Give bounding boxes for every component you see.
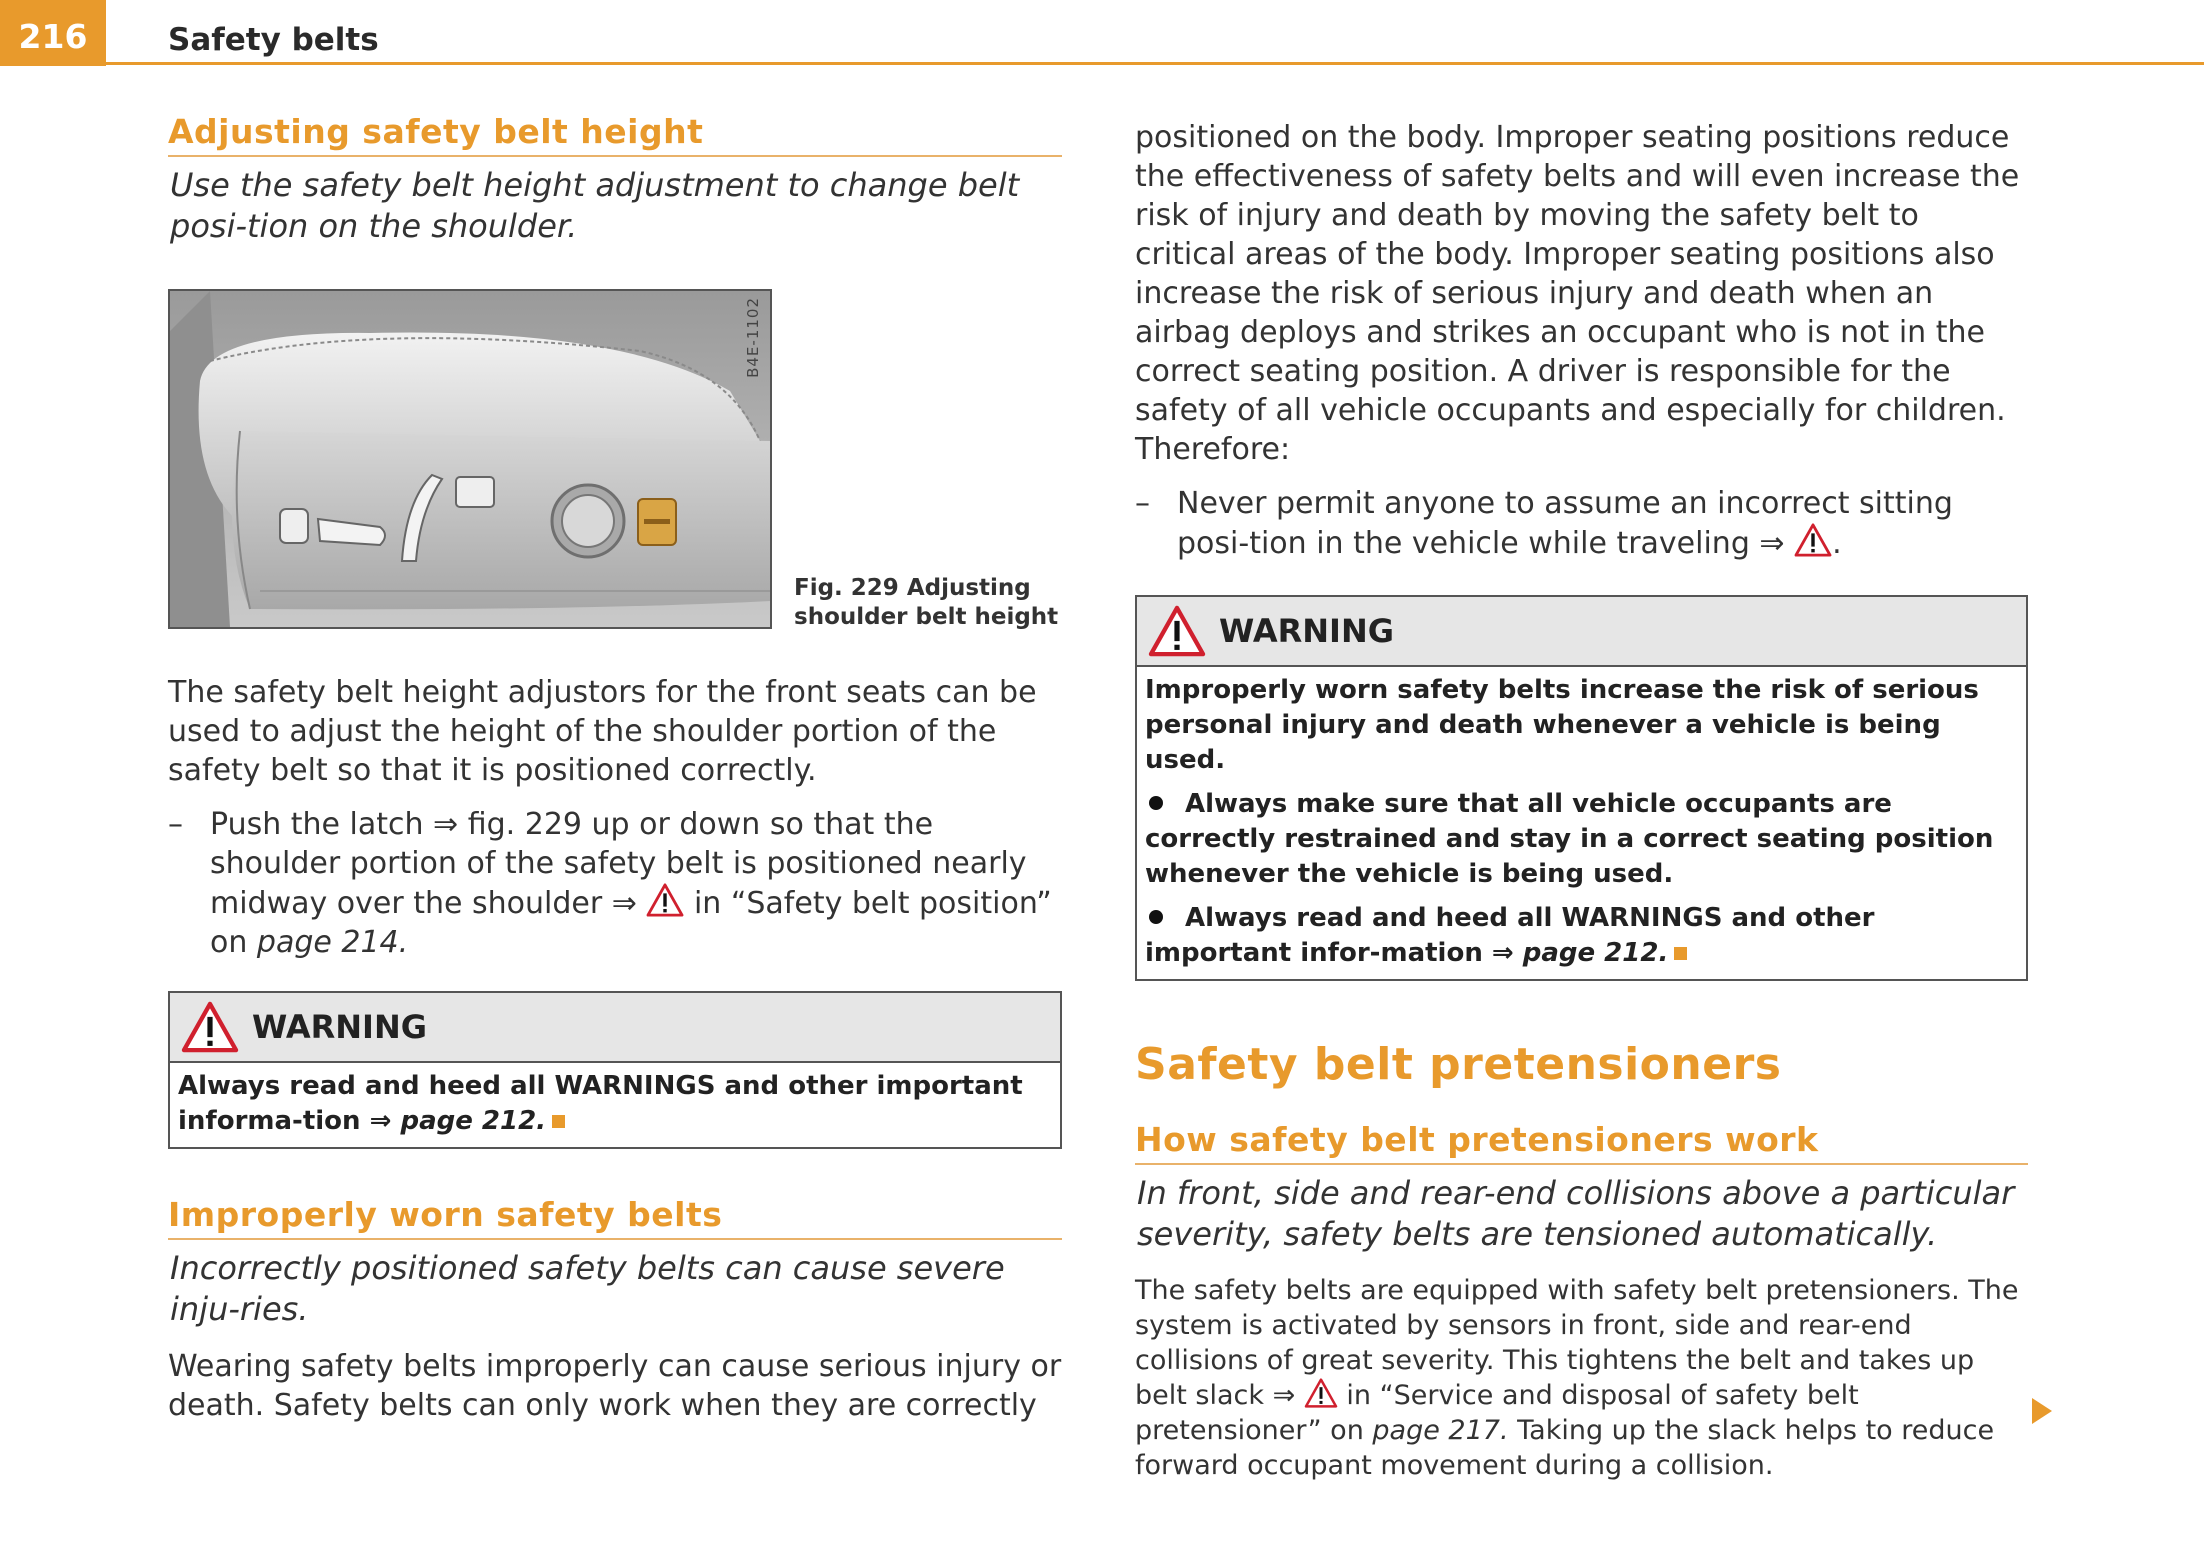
instruction-text-b: in “Safety belt position” on bbox=[210, 886, 1052, 960]
page-header bbox=[0, 0, 2204, 66]
warning-triangle-icon bbox=[1794, 523, 1832, 557]
pretensioner-body: The safety belts are equipped with safety belt pretensioners. The system is activated by sensors in front, side and rear-end collisions of great severity. This tightens the belt and takes up belt slack ⇒ in “Service and disposal of safety belt pretensioner” on page 217. Taking up the slack helps to reduce forward occupant movement during a collision. bbox=[1135, 1275, 2019, 1481]
warning-title: WARNING bbox=[252, 1008, 427, 1046]
page-reference-212[interactable]: page 212. bbox=[1522, 938, 1669, 968]
warning-body bbox=[170, 1063, 1060, 1147]
end-marker bbox=[1674, 947, 1687, 960]
subsection-lead-how-work: In front, side and rear-end collisions above a particular severity, safety belts are tensioned automatically. bbox=[1137, 1174, 2015, 1253]
instruction-text-a: Push the latch ⇒ fig. 229 up or down so that the shoulder portion of the safety belt is positioned nearly midway over the shoulder ⇒ bbox=[210, 807, 1027, 921]
bullet-dot bbox=[1149, 796, 1163, 810]
seat-illustration bbox=[168, 289, 772, 629]
figure-caption-line-2: shoulder belt height bbox=[794, 604, 1059, 630]
warning-triangle-icon bbox=[646, 883, 684, 917]
sitting-instruction: – Never permit anyone to assume an incorrect sitting posi-tion in the vehicle while traveling ⇒ . bbox=[1135, 486, 1953, 561]
chapter-title: Safety belts bbox=[168, 22, 379, 58]
section-heading-improperly: Improperly worn safety belts bbox=[168, 1195, 1062, 1240]
continued-body: positioned on the body. Improper seating positions reduce the effectiveness of safety belts and will even increase the risk of injury and death by moving the safety belt to critical areas of the body. Improper seating positions also increase the risk of serious injury and death when an airbag deploys and strikes an occupant who is not in the correct seating position. A driver is responsible for the safety of all vehicle occupants and especially for children. Therefore: bbox=[1135, 120, 2020, 467]
adjusting-instruction: – Push the latch ⇒ fig. 229 up or down so that the shoulder portion of the safety belt is positioned nearly midway over the shoulder ⇒ in “Safety belt position” on page 214. bbox=[168, 807, 1052, 960]
warning-bullet-2: Always read and heed all WARNINGS and other important infor-mation ⇒ page 212. bbox=[1145, 903, 1875, 968]
left-column bbox=[168, 112, 1062, 1425]
warning-triangle-icon bbox=[1147, 605, 1207, 657]
page-reference-212[interactable]: page 212. bbox=[400, 1106, 547, 1136]
warning-intro: Improperly worn safety belts increase the risk of serious personal injury and death whenever a vehicle is being used. bbox=[1145, 675, 1979, 775]
bullet-dot bbox=[1149, 910, 1163, 924]
warning-header bbox=[1137, 597, 2026, 667]
warning-header bbox=[170, 993, 1060, 1063]
figure-caption-line-1: Fig. 229 Adjusting bbox=[794, 575, 1031, 601]
warning-triangle-icon bbox=[1304, 1378, 1338, 1408]
figure-229 bbox=[168, 289, 1062, 633]
section-lead-adjusting: Use the safety belt height adjustment to change belt posi-tion on the shoulder. bbox=[170, 166, 1020, 245]
section-lead-improperly: Incorrectly positioned safety belts can cause severe inju-ries. bbox=[170, 1249, 1005, 1328]
seat-adjuster-drawing bbox=[170, 291, 770, 627]
warning-box-2 bbox=[1135, 595, 2028, 981]
adjusting-body: The safety belt height adjustors for the front seats can be used to adjust the height of the shoulder portion of the safety belt so that it is positioned correctly. bbox=[168, 675, 1037, 788]
warning-title: WARNING bbox=[1219, 612, 1394, 650]
improperly-body: Wearing safety belts improperly can cause serious injury or death. Safety belts can only work when they are correctly bbox=[168, 1349, 1062, 1423]
right-column bbox=[1135, 112, 2028, 1483]
header-rule bbox=[106, 62, 2204, 65]
page-reference-214[interactable]: page 214. bbox=[256, 925, 409, 960]
warning-triangle-icon bbox=[180, 1001, 240, 1053]
end-marker bbox=[552, 1115, 565, 1128]
continue-arrow-icon bbox=[2032, 1398, 2052, 1424]
section-heading-adjusting: Adjusting safety belt height bbox=[168, 112, 1062, 157]
figure-code: B4E-1102 bbox=[744, 297, 762, 378]
section-heading-pretensioners: Safety belt pretensioners bbox=[1135, 1039, 1782, 1090]
subsection-heading-how-work: How safety belt pretensioners work bbox=[1135, 1120, 2028, 1165]
warning-text: Always read and heed all WARNINGS and other important informa-tion ⇒ bbox=[178, 1071, 1023, 1136]
instruction-text: Never permit anyone to assume an incorrect sitting posi-tion in the vehicle while traveling ⇒ bbox=[1177, 486, 1953, 561]
warning-box-1 bbox=[168, 991, 1062, 1149]
page-number: 216 bbox=[0, 0, 106, 66]
warning-bullet-1: Always make sure that all vehicle occupants are correctly restrained and stay in a correct seating position whenever the vehicle is being used. bbox=[1145, 789, 1994, 889]
page-reference-217[interactable]: page 217. bbox=[1372, 1415, 1509, 1446]
figure-caption bbox=[794, 574, 1058, 632]
warning-body bbox=[1137, 667, 2026, 979]
